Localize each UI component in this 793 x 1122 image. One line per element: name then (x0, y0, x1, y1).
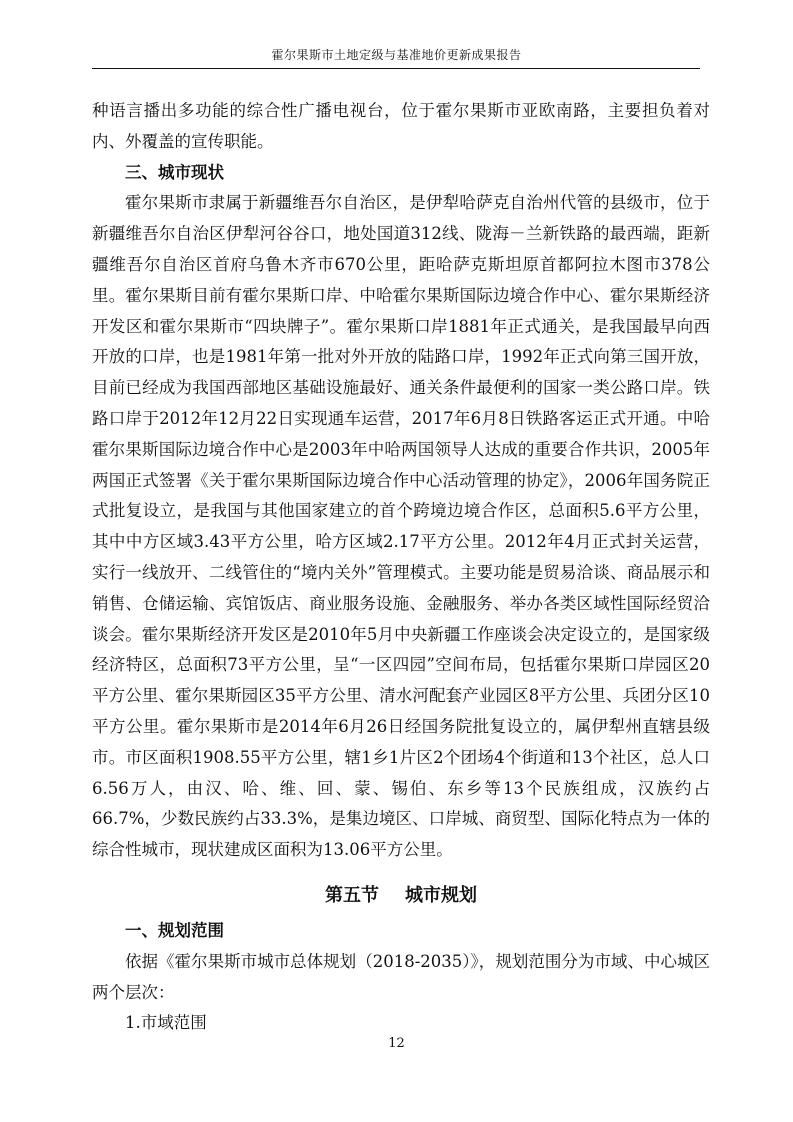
section-heading (92, 880, 710, 912)
list-item-city-scope: 1.市域范围 (125, 1013, 207, 1033)
heading-plan-scope: 一、规划范围 (125, 920, 224, 940)
document-body (92, 96, 710, 1039)
paragraph-city-status: 霍尔果斯市隶属于新疆维吾尔自治区，是伊犁哈萨克自治州代管的县级市，位于新疆维吾尔自治区伊犁河谷谷口，地处国道312线、陇海－兰新铁路的最西端，距新疆维吾尔自治区首府乌鲁木齐市670公里，距哈萨克斯坦原首都阿拉木图市378公里。霍尔果斯目前有霍尔果斯口岸、中哈霍尔果斯国际边境合作中心、霍尔果斯经济开发区和霍尔果斯市“四块牌子”。霍尔果斯口岸1881年正式通关，是我国最早向西开放的口岸，也是1981年第一批对外开放的陆路口岸，1992年正式向第三国开放，目前已经成为我国西部地区基础设施最好、通关条件最便利的国家一类公路口岸。铁路口岸于2012年12月22日实现通车运营，2017年6月8日铁路客运正式开通。中哈霍尔果斯国际边境合作中心是2003年中哈两国领导人达成的重要合作共识，2005年两国正式签署《关于霍尔果斯国际边境合作中心活动管理的协定》，2006年国务院正式批复设立，是我国与其他国家建立的首个跨境边境合作区，总面积5.6平方公里，其中中方区域3.43平方公里，哈方区域2.17平方公里。2012年4月正式封关运营，实行一线放开、二线管住的“境内关外”管理模式。主要功能是贸易洽谈、商品展示和销售、仓储运输、宾馆饭店、商业服务设施、金融服务、举办各类区域性国际经贸洽谈会。霍尔果斯经济开发区是2010年5月中央新疆工作座谈会决定设立的，是国家级经济特区，总面积73平方公里，呈“一区四园”空间布局，包括霍尔果斯口岸园区20平方公里、霍尔果斯园区35平方公里、清水河配套产业园区8平方公里、兵团分区10平方公里。霍尔果斯市是2014年6月26日经国务院批复设立的，属伊犁州直辖县级市。市区面积1908.55平方公里，辖1乡1片区2个团场4个街道和13个社区，总人口6.56万人，由汉、哈、维、回、蒙、锡伯、东乡等13个民族组成，汉族约占66.7%，少数民族约占33.3%，是集边境区、口岸城、商贸型、国际化特点为一体的综合性城市，现状建成区面积为13.06平方公里。 (92, 193, 710, 860)
heading-city-status: 三、城市现状 (125, 162, 224, 182)
section-title: 城市规划 (405, 884, 477, 906)
running-header: 霍尔果斯市土地定级与基准地价更新成果报告 (271, 48, 522, 62)
paragraph-plan-scope: 依据《霍尔果斯市城市总体规划（2018-2035）》，规划范围分为市域、中心城区两个层次： (92, 951, 710, 1002)
page-number: 12 (388, 1036, 405, 1051)
section-number: 第五节 (325, 884, 379, 906)
header-rule (92, 68, 700, 69)
paragraph-broadcast: 种语言播出多功能的综合性广播电视台，位于霍尔果斯市亚欧南路，主要担负着对内、外覆盖的宣传职能。 (92, 101, 710, 151)
